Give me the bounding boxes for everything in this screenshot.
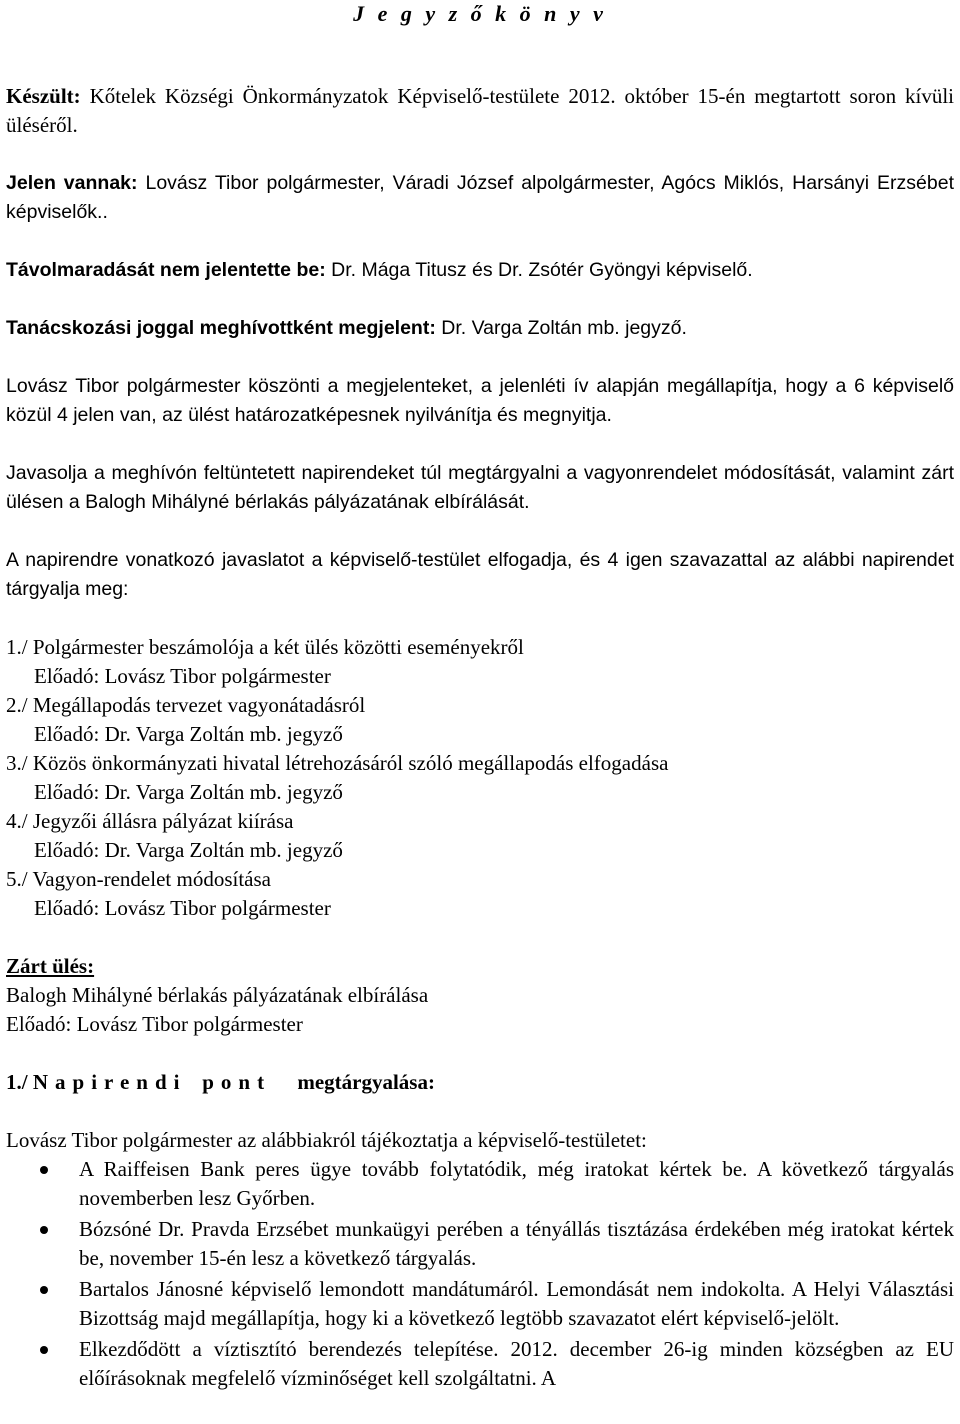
closed-session-presenter: Előadó: Lovász Tibor polgármester [6, 1012, 303, 1036]
document-body [6, 82, 954, 1395]
bullet-icon [40, 1166, 48, 1174]
agenda-point-suffix: megtárgyalása: [297, 1070, 435, 1094]
agenda-presenter: Előadó: Dr. Varga Zoltán mb. jegyző [34, 780, 343, 804]
agenda-point-word: Napirendi [32, 1070, 187, 1094]
made-label: Készült: [6, 84, 81, 108]
list-item [6, 1335, 954, 1393]
agenda-presenter: Előadó: Dr. Varga Zoltán mb. jegyző [34, 722, 343, 746]
absent-text: Dr. Mága Titusz és Dr. Zsótér Gyöngyi képviselő. [331, 259, 753, 281]
agenda-item: 4./ Jegyzői állásra pályázat kiírása [6, 809, 294, 833]
agenda-point-word2: pont [202, 1070, 272, 1094]
document-title: J e g y z ő k ö n y v [353, 1, 607, 26]
opening-paragraph: Lovász Tibor polgármester köszönti a megjelenteket, a jelenléti ív alapján megállapítja, hogy a 6 képviselő közül 4 jelen van, az ülést határozatképesnek nyilvánítja és megnyitja. [6, 375, 954, 426]
bullet-icon [40, 1286, 48, 1294]
agenda-item: 1./ Polgármester beszámolója a két ülés közötti eseményekről [6, 635, 524, 659]
agenda-point-heading [6, 1068, 954, 1097]
agenda-item: 2./ Megállapodás tervezet vagyonátadásról [6, 693, 366, 717]
made-text: Kőtelek Községi Önkormányzatok Képviselő-testülete 2012. október 15-én megtartott soron kívüli üléséről. [6, 84, 955, 137]
invited-paragraph [6, 314, 954, 343]
agenda-presenter: Előadó: Lovász Tibor polgármester [34, 664, 331, 688]
list-item [6, 1275, 954, 1333]
present-text: Lovász Tibor polgármester, Váradi József alpolgármester, Agócs Miklós, Harsányi Erzsébet képviselők.. [6, 172, 954, 223]
agenda-item: 3./ Közös önkormányzati hivatal létrehozásáról szóló megállapodás elfogadása [6, 751, 669, 775]
bullet-text: Elkezdődött a víztisztító berendezés telepítése. 2012. december 26-ig minden községben az EU előírásoknak megfelelő vízminőséget kell szolgáltatni. A [79, 1337, 954, 1390]
bullet-icon [40, 1346, 48, 1354]
agenda-point-number: 1./ [6, 1070, 28, 1094]
invited-text: Dr. Varga Zoltán mb. jegyző. [441, 317, 687, 339]
info-bullet-list [6, 1155, 954, 1393]
closed-session-item: Balogh Mihályné bérlakás pályázatának elbírálása [6, 983, 429, 1007]
acceptance-paragraph: A napirendre vonatkozó javaslatot a képviselő-testület elfogadja, és 4 igen szavazattal az alábbi napirendet tárgyalja meg: [6, 549, 954, 600]
agenda-presenter: Előadó: Lovász Tibor polgármester [34, 896, 331, 920]
invited-label: Tanácskozási joggal meghívottként megjelent: [6, 317, 436, 339]
agenda-list [6, 633, 954, 923]
present-label: Jelen vannak: [6, 172, 138, 194]
present-paragraph [6, 169, 954, 227]
agenda-item: 5./ Vagyon-rendelet módosítása [6, 867, 271, 891]
bullet-text: Bartalos Jánosné képviselő lemondott mandátumáról. Lemondását nem indokolta. A Helyi Választási Bizottság majd megállapítja, hogy ki a következő legtöbb szavazatot elért képviselő-jelölt. [79, 1277, 954, 1330]
agenda-presenter: Előadó: Dr. Varga Zoltán mb. jegyző [34, 838, 343, 862]
bullet-text: Bózsóné Dr. Pravda Erzsébet munkaügyi perében a tényállás tisztázása érdekében még iratokat kértek be, november 15-én lesz a következő tárgyalás. [79, 1217, 954, 1270]
list-item [6, 1155, 954, 1213]
closed-session [6, 952, 954, 1039]
absent-label: Távolmaradását nem jelentette be: [6, 259, 326, 281]
made-paragraph [6, 82, 954, 140]
intro-line: Lovász Tibor polgármester az alábbiakról tájékoztatja a képviselő-testületet: [6, 1128, 647, 1152]
bullet-icon [40, 1226, 48, 1234]
closed-session-heading: Zárt ülés: [6, 954, 95, 978]
bullet-text: A Raiffeisen Bank peres ügye tovább folytatódik, még iratokat kértek be. A következő tárgyalás novemberben lesz Győrben. [79, 1157, 954, 1210]
list-item [6, 1215, 954, 1273]
absent-paragraph [6, 256, 954, 285]
proposal-paragraph: Javasolja a meghívón feltüntetett napirendeket túl megtárgyalni a vagyonrendelet módosítását, valamint zárt ülésen a Balogh Mihályné bérlakás pályázatának elbírálását. [6, 462, 954, 513]
